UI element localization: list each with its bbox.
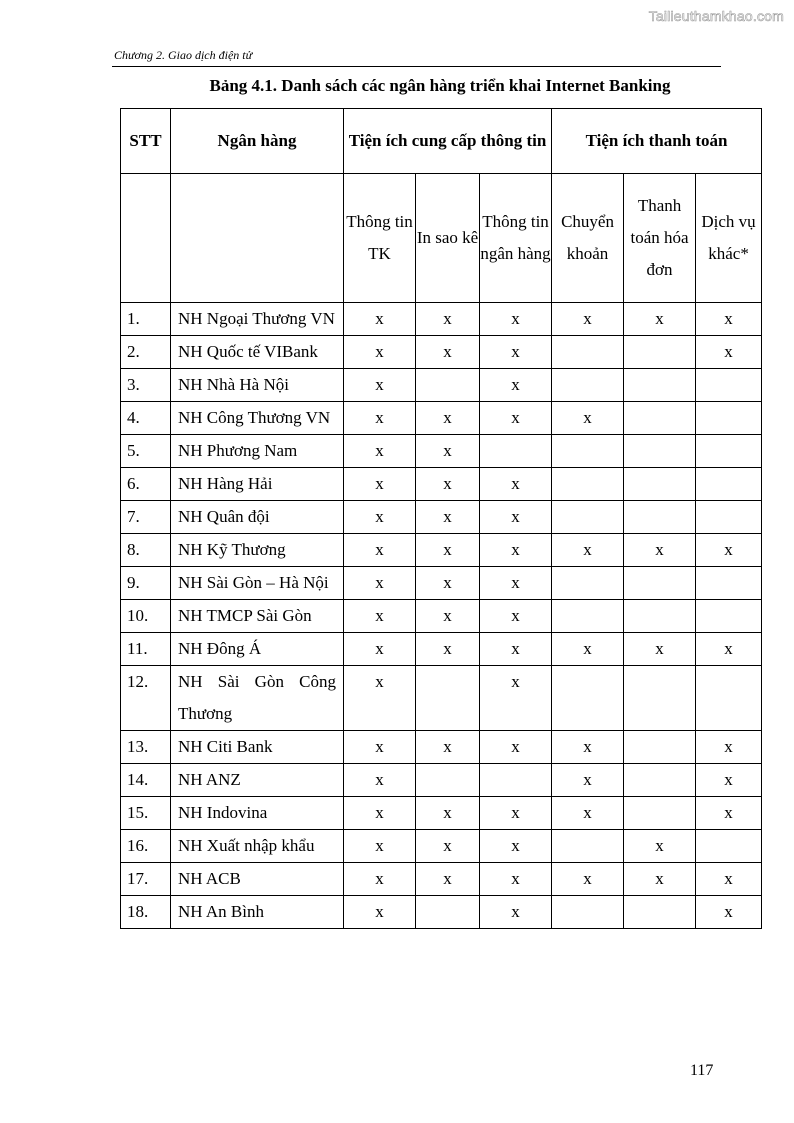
row-stt: 10. [121, 600, 171, 633]
row-bank-name: NH Xuất nhập khẩu [171, 830, 344, 863]
row-bank-name: NH Citi Bank [171, 731, 344, 764]
row-mark: x [344, 731, 416, 764]
row-mark [696, 501, 762, 534]
row-mark [696, 468, 762, 501]
row-mark: x [480, 402, 552, 435]
row-mark: x [344, 534, 416, 567]
row-mark: x [344, 666, 416, 731]
table-row [121, 402, 762, 435]
row-bank-name: NH Đông Á [171, 633, 344, 666]
subheader-empty-bank [171, 174, 344, 303]
row-mark: x [480, 633, 552, 666]
row-stt: 4. [121, 402, 171, 435]
header-stt: STT [121, 109, 171, 174]
row-mark: x [480, 731, 552, 764]
row-mark: x [416, 501, 480, 534]
row-mark [624, 764, 696, 797]
row-mark: x [696, 633, 762, 666]
row-mark: x [552, 402, 624, 435]
row-bank-name: NH Công Thương VN [171, 402, 344, 435]
table-row [121, 633, 762, 666]
row-mark: x [696, 731, 762, 764]
row-mark [624, 600, 696, 633]
row-bank-name: NH Nhà Hà Nội [171, 369, 344, 402]
subheader-other-services: Dịch vụ khác* [696, 174, 762, 303]
row-bank-name: NH Indovina [171, 797, 344, 830]
row-stt: 3. [121, 369, 171, 402]
row-stt: 14. [121, 764, 171, 797]
row-mark: x [416, 600, 480, 633]
row-mark [624, 435, 696, 468]
row-mark: x [624, 303, 696, 336]
row-mark: x [344, 402, 416, 435]
row-mark: x [416, 534, 480, 567]
row-bank-name: NH Hàng Hải [171, 468, 344, 501]
row-bank-name: NH Ngoại Thương VN [171, 303, 344, 336]
table-header-row [121, 109, 762, 174]
table-subheader-row [121, 174, 762, 303]
row-stt: 17. [121, 863, 171, 896]
row-mark [416, 369, 480, 402]
row-mark: x [552, 764, 624, 797]
row-mark [696, 402, 762, 435]
subheader-empty-stt [121, 174, 171, 303]
row-mark [624, 369, 696, 402]
bank-table [120, 108, 762, 929]
row-mark: x [624, 830, 696, 863]
table-caption: Bảng 4.1. Danh sách các ngân hàng triển khai Internet Banking [209, 76, 671, 95]
table-row [121, 435, 762, 468]
header-rule [112, 66, 721, 67]
page-number: 117 [690, 1062, 714, 1079]
row-mark [552, 501, 624, 534]
row-mark: x [696, 336, 762, 369]
subheader-bank-info: Thông tin ngân hàng [480, 174, 552, 303]
row-mark: x [416, 435, 480, 468]
row-bank-name: NH TMCP Sài Gòn [171, 600, 344, 633]
row-mark [624, 666, 696, 731]
row-mark: x [624, 863, 696, 896]
row-mark [696, 666, 762, 731]
row-mark: x [480, 863, 552, 896]
row-mark: x [344, 336, 416, 369]
row-mark [480, 435, 552, 468]
row-mark: x [416, 468, 480, 501]
row-bank-name: NH Sài Gòn – Hà Nội [171, 567, 344, 600]
header-payment-group: Tiện ích thanh toán [552, 109, 762, 174]
row-mark [696, 600, 762, 633]
table-body [121, 303, 762, 929]
row-mark [624, 896, 696, 929]
row-mark [624, 501, 696, 534]
row-mark [552, 600, 624, 633]
row-mark: x [480, 336, 552, 369]
row-mark [624, 468, 696, 501]
table-row [121, 896, 762, 929]
row-stt: 9. [121, 567, 171, 600]
table-row [121, 369, 762, 402]
row-mark: x [480, 501, 552, 534]
row-bank-name: NH Kỹ Thương [171, 534, 344, 567]
row-mark: x [416, 830, 480, 863]
row-mark [624, 797, 696, 830]
table-row [121, 666, 762, 731]
row-stt: 11. [121, 633, 171, 666]
row-mark [624, 567, 696, 600]
row-mark: x [344, 435, 416, 468]
row-mark: x [624, 534, 696, 567]
row-mark: x [344, 303, 416, 336]
row-stt: 1. [121, 303, 171, 336]
table-row [121, 567, 762, 600]
row-mark [624, 336, 696, 369]
row-mark: x [344, 600, 416, 633]
row-stt: 6. [121, 468, 171, 501]
row-mark: x [416, 402, 480, 435]
table-row [121, 534, 762, 567]
row-mark: x [344, 797, 416, 830]
row-mark [696, 369, 762, 402]
row-bank-name: NH Phương Nam [171, 435, 344, 468]
row-mark: x [344, 764, 416, 797]
row-bank-name: NH Quốc tế VIBank [171, 336, 344, 369]
row-mark: x [696, 896, 762, 929]
row-mark [416, 764, 480, 797]
row-mark: x [416, 336, 480, 369]
row-mark: x [696, 797, 762, 830]
row-mark [480, 764, 552, 797]
row-mark: x [480, 666, 552, 731]
row-mark [624, 402, 696, 435]
row-mark: x [416, 731, 480, 764]
row-mark [552, 336, 624, 369]
table-row [121, 600, 762, 633]
row-mark [552, 435, 624, 468]
row-mark: x [696, 303, 762, 336]
subheader-statement: In sao kê [416, 174, 480, 303]
row-mark: x [416, 797, 480, 830]
table-row [121, 731, 762, 764]
row-bank-name: NH Quân đội [171, 501, 344, 534]
table-row [121, 863, 762, 896]
row-mark: x [624, 633, 696, 666]
row-mark: x [696, 863, 762, 896]
row-bank-name: NH ANZ [171, 764, 344, 797]
table-row [121, 468, 762, 501]
row-mark: x [344, 830, 416, 863]
row-mark: x [416, 303, 480, 336]
watermark: Tailieuthamkhao.com [648, 8, 784, 24]
row-stt: 5. [121, 435, 171, 468]
row-mark: x [480, 468, 552, 501]
row-mark [552, 468, 624, 501]
row-mark: x [552, 797, 624, 830]
row-stt: 16. [121, 830, 171, 863]
row-mark [696, 567, 762, 600]
row-stt: 7. [121, 501, 171, 534]
row-mark: x [480, 797, 552, 830]
subheader-bill-payment: Thanh toán hóa đơn [624, 174, 696, 303]
subheader-account-info: Thông tin TK [344, 174, 416, 303]
table-row [121, 764, 762, 797]
row-mark: x [552, 863, 624, 896]
row-mark [696, 830, 762, 863]
row-mark: x [552, 731, 624, 764]
table-row [121, 501, 762, 534]
row-mark [552, 666, 624, 731]
row-mark: x [480, 896, 552, 929]
row-mark: x [416, 863, 480, 896]
row-mark: x [344, 633, 416, 666]
table-row [121, 797, 762, 830]
row-mark [416, 666, 480, 731]
row-mark [624, 731, 696, 764]
row-bank-name: NH ACB [171, 863, 344, 896]
row-mark: x [344, 369, 416, 402]
subheader-transfer: Chuyển khoản [552, 174, 624, 303]
row-mark: x [344, 468, 416, 501]
row-mark: x [480, 303, 552, 336]
row-mark: x [344, 896, 416, 929]
row-mark: x [344, 501, 416, 534]
row-mark [552, 830, 624, 863]
row-mark: x [552, 303, 624, 336]
row-stt: 8. [121, 534, 171, 567]
row-mark [552, 896, 624, 929]
row-mark: x [416, 633, 480, 666]
row-stt: 13. [121, 731, 171, 764]
row-mark: x [552, 534, 624, 567]
row-bank-name: NH Sài Gòn Công Thương [171, 666, 344, 731]
row-mark: x [480, 600, 552, 633]
row-mark: x [696, 534, 762, 567]
row-mark: x [480, 534, 552, 567]
row-mark: x [480, 567, 552, 600]
row-bank-name: NH An Bình [171, 896, 344, 929]
row-stt: 18. [121, 896, 171, 929]
row-stt: 12. [121, 666, 171, 731]
row-mark [696, 435, 762, 468]
row-mark: x [416, 567, 480, 600]
table-row [121, 336, 762, 369]
table-row [121, 303, 762, 336]
row-stt: 2. [121, 336, 171, 369]
row-mark: x [696, 764, 762, 797]
chapter-header: Chương 2. Giao dịch điện tử [114, 48, 253, 62]
row-mark [416, 896, 480, 929]
header-info-group: Tiện ích cung cấp thông tin [344, 109, 552, 174]
row-mark: x [552, 633, 624, 666]
row-mark: x [480, 369, 552, 402]
row-mark: x [480, 830, 552, 863]
row-mark [552, 567, 624, 600]
table-row [121, 830, 762, 863]
row-stt: 15. [121, 797, 171, 830]
row-mark: x [344, 567, 416, 600]
row-mark [552, 369, 624, 402]
row-mark: x [344, 863, 416, 896]
header-bank: Ngân hàng [171, 109, 344, 174]
